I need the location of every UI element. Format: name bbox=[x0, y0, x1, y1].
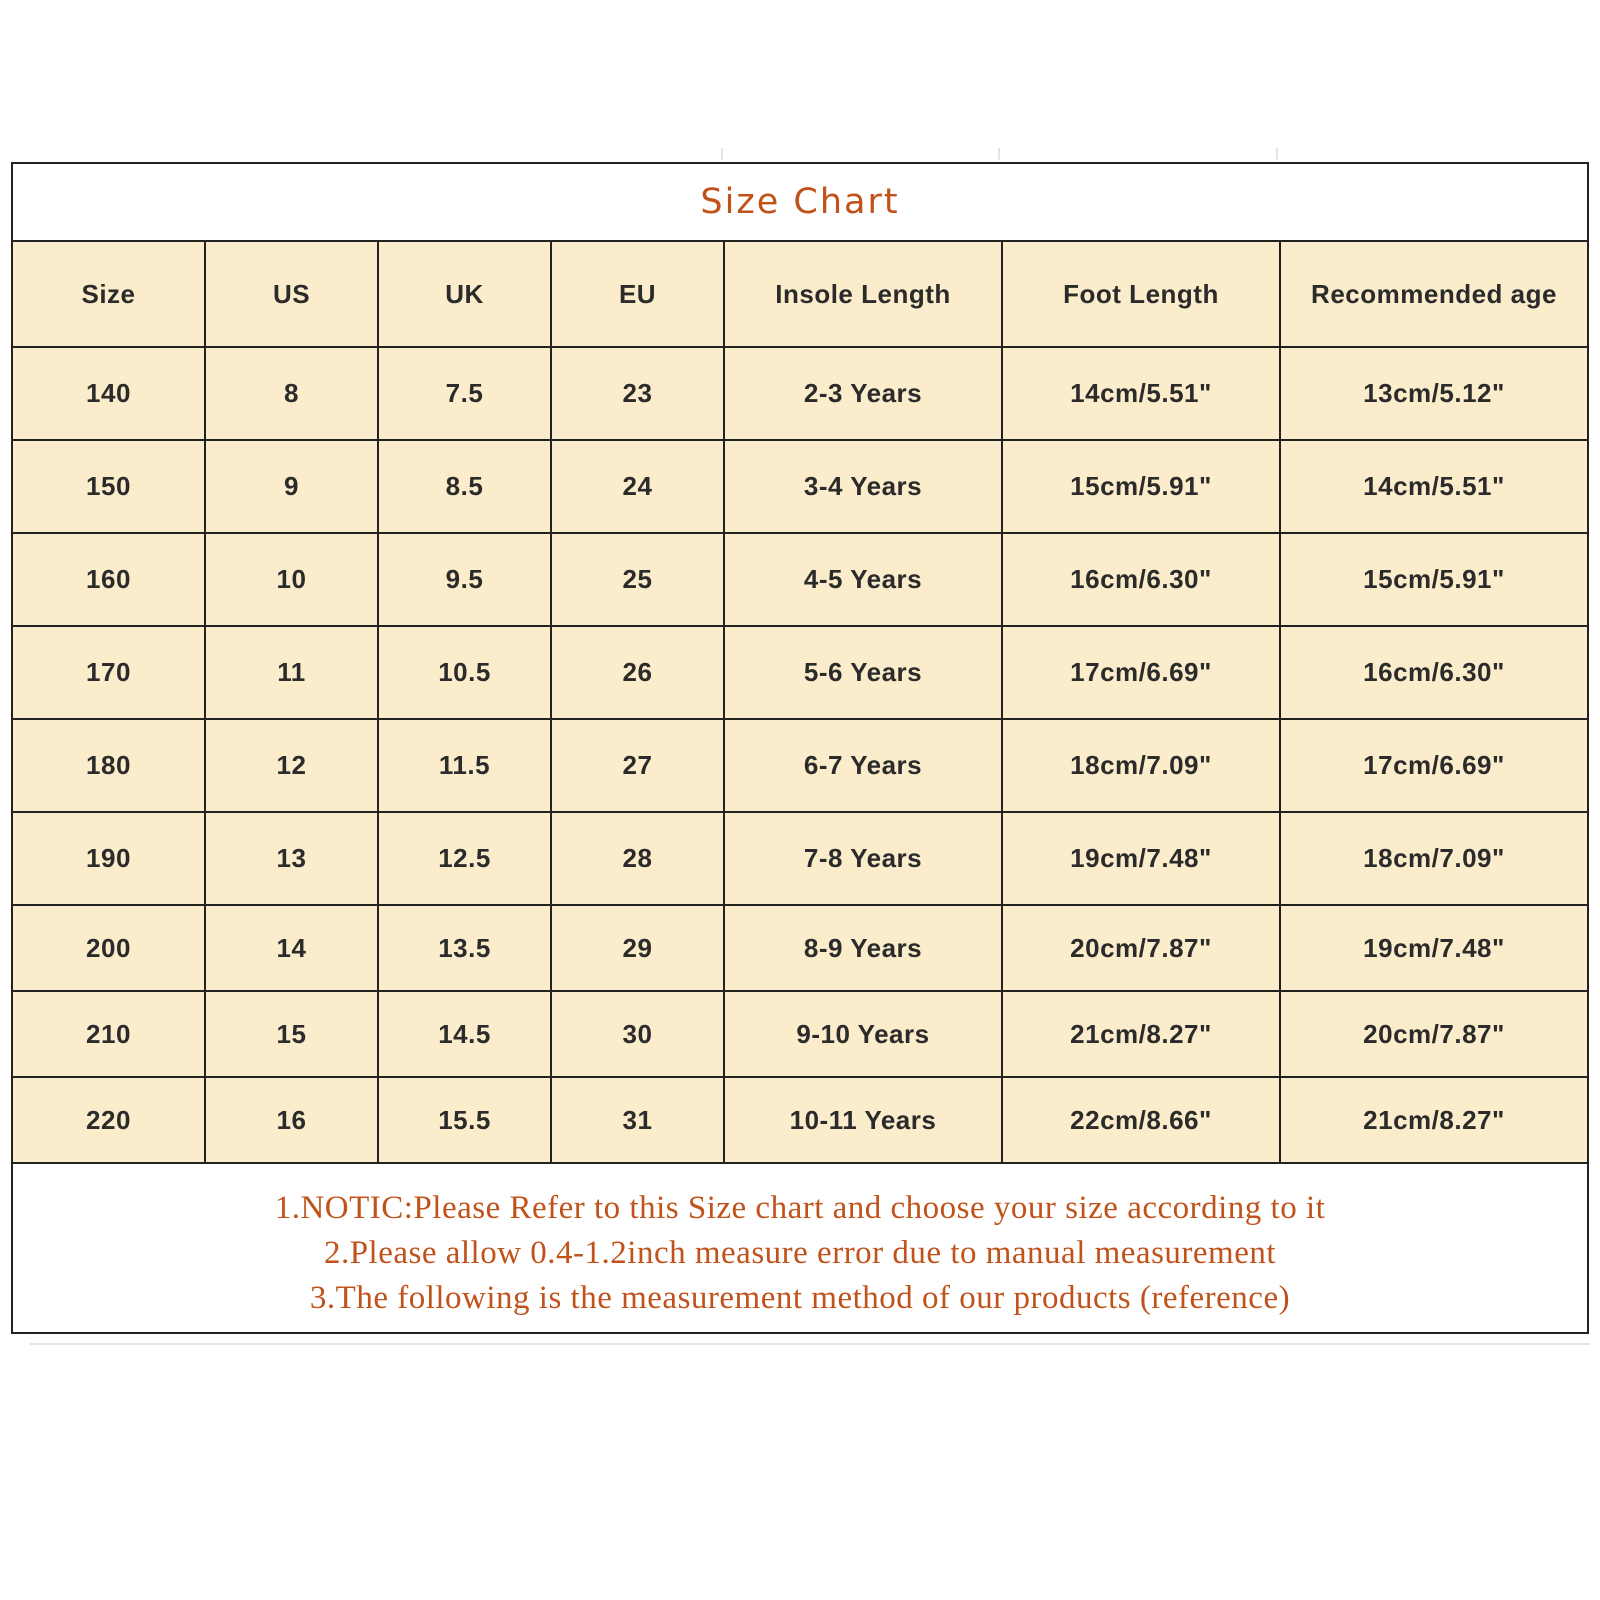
table-cell: 30 bbox=[551, 991, 724, 1077]
table-cell: 14cm/5.51" bbox=[1002, 347, 1280, 440]
table-cell: 8-9 Years bbox=[724, 905, 1002, 991]
table-cell: 20cm/7.87" bbox=[1002, 905, 1280, 991]
table-cell: 9 bbox=[205, 440, 378, 533]
table-cell: 27 bbox=[551, 719, 724, 812]
table-cell: 29 bbox=[551, 905, 724, 991]
table-cell: 150 bbox=[13, 440, 205, 533]
table-cell: 8 bbox=[205, 347, 378, 440]
table-cell: 170 bbox=[13, 626, 205, 719]
table-cell: 8.5 bbox=[378, 440, 551, 533]
table-cell: 17cm/6.69" bbox=[1280, 719, 1587, 812]
column-header: Recommended age bbox=[1280, 242, 1587, 347]
table-cell: 10-11 Years bbox=[724, 1077, 1002, 1163]
table-cell: 14 bbox=[205, 905, 378, 991]
table-cell: 22cm/8.66" bbox=[1002, 1077, 1280, 1163]
table-cell: 24 bbox=[551, 440, 724, 533]
table-cell: 11 bbox=[205, 626, 378, 719]
table-cell: 17cm/6.69" bbox=[1002, 626, 1280, 719]
table-cell: 25 bbox=[551, 533, 724, 626]
column-header: EU bbox=[551, 242, 724, 347]
table-cell: 12 bbox=[205, 719, 378, 812]
table-cell: 14.5 bbox=[378, 991, 551, 1077]
table-cell: 7.5 bbox=[378, 347, 551, 440]
table-cell: 200 bbox=[13, 905, 205, 991]
table-cell: 18cm/7.09" bbox=[1280, 812, 1587, 905]
table-cell: 12.5 bbox=[378, 812, 551, 905]
notes-section bbox=[13, 1164, 1587, 1321]
table-cell: 16cm/6.30" bbox=[1280, 626, 1587, 719]
table-cell: 160 bbox=[13, 533, 205, 626]
table-cell: 5-6 Years bbox=[724, 626, 1002, 719]
table-row bbox=[13, 1077, 1587, 1163]
table-cell: 220 bbox=[13, 1077, 205, 1163]
table-cell: 9.5 bbox=[378, 533, 551, 626]
table-cell: 14cm/5.51" bbox=[1280, 440, 1587, 533]
table-row bbox=[13, 991, 1587, 1077]
column-header: UK bbox=[378, 242, 551, 347]
column-header: Foot Length bbox=[1002, 242, 1280, 347]
table-cell: 15cm/5.91" bbox=[1280, 533, 1587, 626]
table-row bbox=[13, 626, 1587, 719]
table-cell: 15.5 bbox=[378, 1077, 551, 1163]
table-cell: 3-4 Years bbox=[724, 440, 1002, 533]
table-row bbox=[13, 719, 1587, 812]
table-cell: 13cm/5.12" bbox=[1280, 347, 1587, 440]
column-header: Insole Length bbox=[724, 242, 1002, 347]
column-header: Size bbox=[13, 242, 205, 347]
note-line: 1.NOTIC:Please Refer to this Size chart and choose your size according to it bbox=[274, 1190, 1326, 1226]
table-cell: 28 bbox=[551, 812, 724, 905]
size-table bbox=[13, 242, 1587, 1164]
table-cell: 7-8 Years bbox=[724, 812, 1002, 905]
note-line: 2.Please allow 0.4-1.2inch measure error due to manual measurement bbox=[323, 1235, 1277, 1271]
note-line: 3.The following is the measurement method of our products (reference) bbox=[309, 1280, 1291, 1316]
table-cell: 16 bbox=[205, 1077, 378, 1163]
decorative-divider bbox=[30, 1343, 1590, 1345]
table-cell: 23 bbox=[551, 347, 724, 440]
table-cell: 19cm/7.48" bbox=[1002, 812, 1280, 905]
table-row bbox=[13, 347, 1587, 440]
table-cell: 16cm/6.30" bbox=[1002, 533, 1280, 626]
chart-title: Size Chart bbox=[13, 164, 1587, 242]
table-row bbox=[13, 440, 1587, 533]
table-cell: 20cm/7.87" bbox=[1280, 991, 1587, 1077]
table-cell: 21cm/8.27" bbox=[1002, 991, 1280, 1077]
table-cell: 140 bbox=[13, 347, 205, 440]
table-cell: 15cm/5.91" bbox=[1002, 440, 1280, 533]
table-cell: 11.5 bbox=[378, 719, 551, 812]
table-cell: 4-5 Years bbox=[724, 533, 1002, 626]
table-cell: 2-3 Years bbox=[724, 347, 1002, 440]
table-cell: 31 bbox=[551, 1077, 724, 1163]
table-row bbox=[13, 533, 1587, 626]
table-cell: 10.5 bbox=[378, 626, 551, 719]
table-cell: 26 bbox=[551, 626, 724, 719]
table-cell: 10 bbox=[205, 533, 378, 626]
table-row bbox=[13, 905, 1587, 991]
decorative-divider bbox=[998, 148, 1000, 160]
column-header: US bbox=[205, 242, 378, 347]
size-chart bbox=[11, 162, 1589, 1334]
table-cell: 19cm/7.48" bbox=[1280, 905, 1587, 991]
decorative-divider bbox=[1276, 148, 1278, 160]
table-cell: 13.5 bbox=[378, 905, 551, 991]
table-cell: 210 bbox=[13, 991, 205, 1077]
table-cell: 6-7 Years bbox=[724, 719, 1002, 812]
table-cell: 21cm/8.27" bbox=[1280, 1077, 1587, 1163]
table-row bbox=[13, 812, 1587, 905]
table-header-row bbox=[13, 242, 1587, 347]
decorative-divider bbox=[721, 148, 723, 160]
table-cell: 15 bbox=[205, 991, 378, 1077]
table-cell: 13 bbox=[205, 812, 378, 905]
table-cell: 9-10 Years bbox=[724, 991, 1002, 1077]
table-cell: 18cm/7.09" bbox=[1002, 719, 1280, 812]
table-cell: 190 bbox=[13, 812, 205, 905]
table-cell: 180 bbox=[13, 719, 205, 812]
